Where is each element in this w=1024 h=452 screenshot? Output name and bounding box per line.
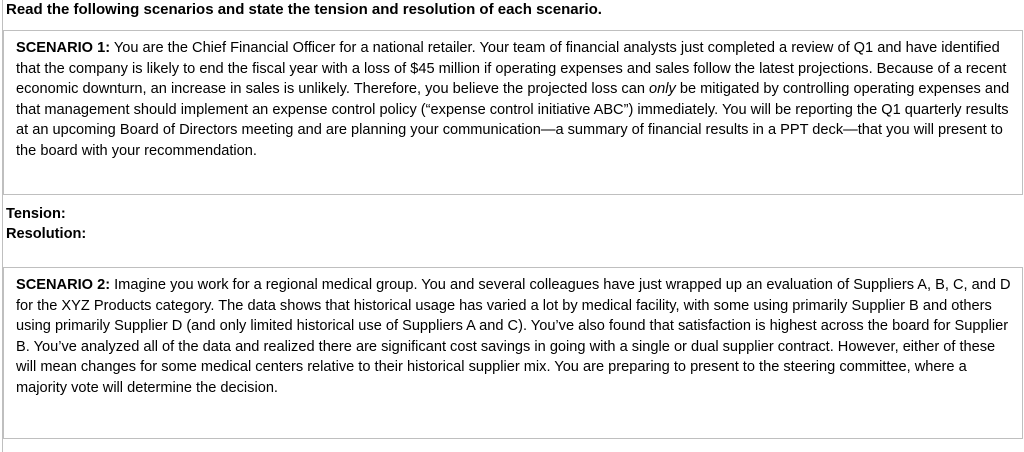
answer-area xyxy=(3,195,1023,267)
scenario-1-text-end: be mitigated by controlling operating expenses and that management should implement an expense control policy (“expense control initiative ABC”) immediately. You will be reporting the Q1 quarterly results at an upcoming Board of Directors meeting and are planning your communication—a summary of financial results in a PPT deck—that you will present to the board with your recommendation. xyxy=(16,81,1010,159)
scenario-1-box xyxy=(3,30,1023,195)
scenario-2-label: SCENARIO 2: xyxy=(16,277,111,293)
resolution-label: Resolution: xyxy=(6,226,87,242)
scenario-1-emphasis: only xyxy=(649,81,676,97)
scenario-2-box xyxy=(3,267,1023,439)
tension-label: Tension: xyxy=(6,206,66,222)
scenario-1-label: SCENARIO 1: xyxy=(16,40,111,56)
scenario-1-text-start: You are the Chief Financial Officer for a national retailer. Your team of financial analysts just completed a review of Q1 and have identified that the company is likely to end the fiscal year with a loss of $45 million if operating expenses and sales follow the latest projections. Because of a recent economic downturn, an increase in sales is unlikely. Therefore, you believe the projected loss can xyxy=(16,40,1007,97)
scenario-2-text: Imagine you work for a regional medical group. You and several colleagues have just wrapped up an evaluation of Suppliers A, B, C, and D for the XYZ Products category. The data shows that historical usage has varied a lot by medical facility, with some using primarily Supplier B and others using primarily Supplier D (and only limited historical use of Suppliers A and C). You’ve also found that satisfaction is highest across the board for Supplier B. You’ve analyzed all of the data and realized there are significant cost savings in going with a single or dual supplier contract. However, either of these will mean changes for some medical centers relative to their historical supplier mix. You are preparing to present to the steering committee, where a majority vote will determine the decision. xyxy=(16,277,1011,396)
instructions-heading: Read the following scenarios and state the tension and resolution of each scenario. xyxy=(6,1,602,18)
